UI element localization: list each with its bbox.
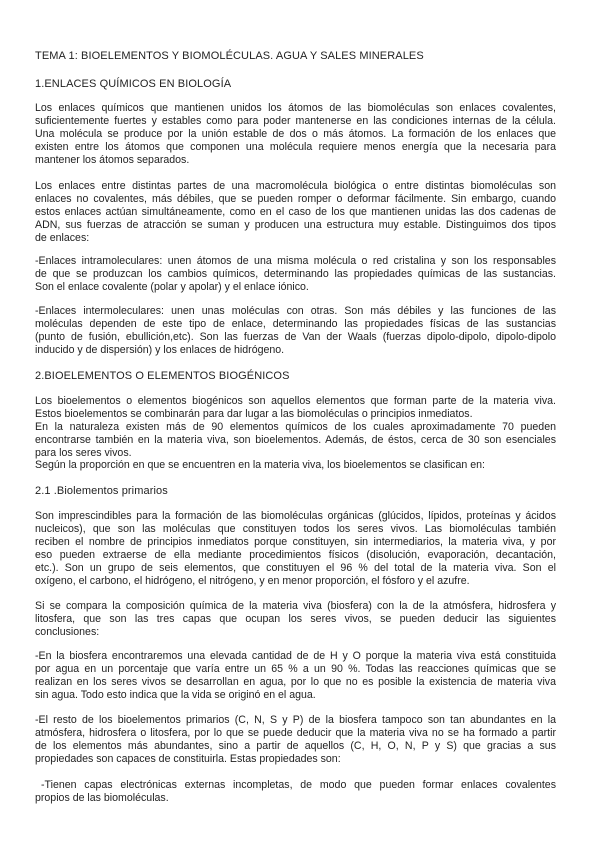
section-2-heading: 2.BIOELEMENTOS O ELEMENTOS BIOGÉNICOS [35, 370, 290, 382]
text-line: -Enlaces intramoleculares: unen átomos de una misma molécula o red cristalina y son los responsables [35, 255, 556, 267]
text-line: inducido y de dispersión) y los enlaces de hidrógeno. [35, 344, 285, 356]
text-line: -En la biosfera encontraremos una elevada cantidad de de H y O porque la materia viva está constituida [35, 650, 556, 662]
text-line: encontrarse también en la materia viva, son bioelementos. Además, de éstos, cerca de 30 son esenciales [35, 434, 556, 446]
text-line: de que se produzcan los cambios químicos, determinando las propiedades químicas de las sustancias. [35, 268, 556, 280]
text-line: oxígeno, el carbono, el hidrógeno, el nitrógeno, y en menor proporción, el fósforo y el azufre. [35, 575, 470, 587]
document-title: TEMA 1: BIOELEMENTOS Y BIOMOLÉCULAS. AGUA Y SALES MINERALES [35, 50, 424, 62]
text-line: existen entre los átomos que componen una molécula requiere menos energía que la necesaria para [35, 141, 556, 153]
text-line: conclusiones: [35, 626, 100, 638]
text-line: de enlaces: [35, 232, 90, 244]
text-line: sin agua. Todo esto indica que la vida se originó en el agua. [35, 689, 316, 701]
text-line: Los enlaces entre distintas partes de una macromolécula biológica o entre distintas biomoléculas son [35, 180, 556, 192]
text-line: Según la proporción en que se encuentren en la materia viva, los bioelementos se clasifican en: [35, 459, 485, 471]
text-line: atmósfera, hidrosfera o litosfera, por lo que se puede deducir que la materia viva no se ha formado a partir [35, 727, 556, 739]
text-line: Son imprescindibles para la formación de las biomoléculas orgánicas (glúcidos, lípidos, proteínas y ácidos [35, 510, 556, 522]
text-line: nucleicos), que son las moléculas que constituyen todos los seres vivos. Las biomoléculas también [35, 523, 556, 535]
text-line: ADN, sus fuerzas de atracción se suman y producen una estructura muy estable. Distinguimos dos tipos [35, 219, 556, 231]
text-line: para los seres vivos. [35, 447, 132, 459]
text-line: Estos bioelementos se combinarán para dar lugar a las biomoléculas o principios inmediatos. [35, 408, 473, 420]
text-line: mantener los átomos separados. [35, 154, 190, 166]
text-line: moléculas dependen de este tipo de enlace, determinando las propiedades físicas de las sustancias [35, 318, 556, 330]
text-line: realizan en los seres vivos se desarrollan en agua, por lo que no es posible la existencia de materia viva [35, 676, 556, 688]
text-line: (punto de fusión, ebullición,etc). Son las fuerzas de Van der Waals (fuerzas dipolo-dipolo, dipolo-dipolo [35, 331, 556, 343]
text-line: Son el enlace covalente (polar y apolar) y el enlace iónico. [35, 281, 309, 293]
text-line: etc.). Son un grupo de seis elementos, que constituyen el 96 % del total de la materia viva. Son el [35, 562, 556, 574]
text-line: -Enlaces intermoleculares: unen unas moléculas con otras. Son más débiles y las funciones de las [35, 305, 556, 317]
text-line: propios de las biomoléculas. [35, 792, 169, 804]
text-line: suficientemente fuertes y estables como para poder mantenerse en las condiciones internas de la célula. [35, 115, 556, 127]
text-line: -Tienen capas electrónicas externas incompletas, de modo que pueden formar enlaces covalentes [41, 779, 556, 791]
text-line: Los enlaces químicos que mantienen unidos los átomos de las biomoléculas son enlaces covalentes, [35, 102, 556, 114]
text-line: Si se compara la composición química de la materia viva (biosfera) con la de la atmósfera, hidrosfera y [35, 600, 556, 612]
subsection-2-1-heading: 2.1 .Biolementos primarios [35, 485, 168, 497]
text-line: de los elementos más abundantes, sino a partir de aquellos (C, H, O, N, P y S) que gracias a sus [35, 740, 556, 752]
text-line: eso pueden extraerse de ella mediante procedimientos físicos (disolución, evaporación, decantación, [35, 549, 556, 561]
text-line: litosfera, que son las tres capas que ocupan los seres vivos, se pueden deducir las siguientes [35, 613, 556, 625]
text-line: En la naturaleza existen más de 90 elementos químicos de los cuales aproximadamente 70 pueden [35, 421, 556, 433]
text-line: Una molécula se produce por la unión estable de dos o más átomos. La formación de los enlaces que [35, 128, 556, 140]
text-line: por agua en un porcentaje que varía entre un 65 % a un 90 %. Todas las reacciones químicas que se [35, 663, 556, 675]
text-line: Los bioelementos o elementos biogénicos son aquellos elementos que forman parte de la materia viva. [35, 395, 556, 407]
text-line: estos enlaces actúan simultáneamente, como en el caso de los que mantienen unidas las dos cadenas de [35, 206, 556, 218]
text-line: enlaces no covalentes, más débiles, que se pueden romper o deformar fácilmente. Sin embargo, cuando [35, 193, 556, 205]
text-line: propiedades son capaces de constituirla. Estas propiedades son: [35, 753, 341, 765]
text-line: -El resto de los bioelementos primarios (C, N, S y P) de la biosfera tampoco son tan abundantes en la [35, 714, 556, 726]
text-line: reciben el nombre de principios inmediatos porque constituyen, sin intermediarios, la materia viva, y por [35, 536, 556, 548]
section-1-heading: 1.ENLACES QUÍMICOS EN BIOLOGÍA [35, 78, 232, 90]
